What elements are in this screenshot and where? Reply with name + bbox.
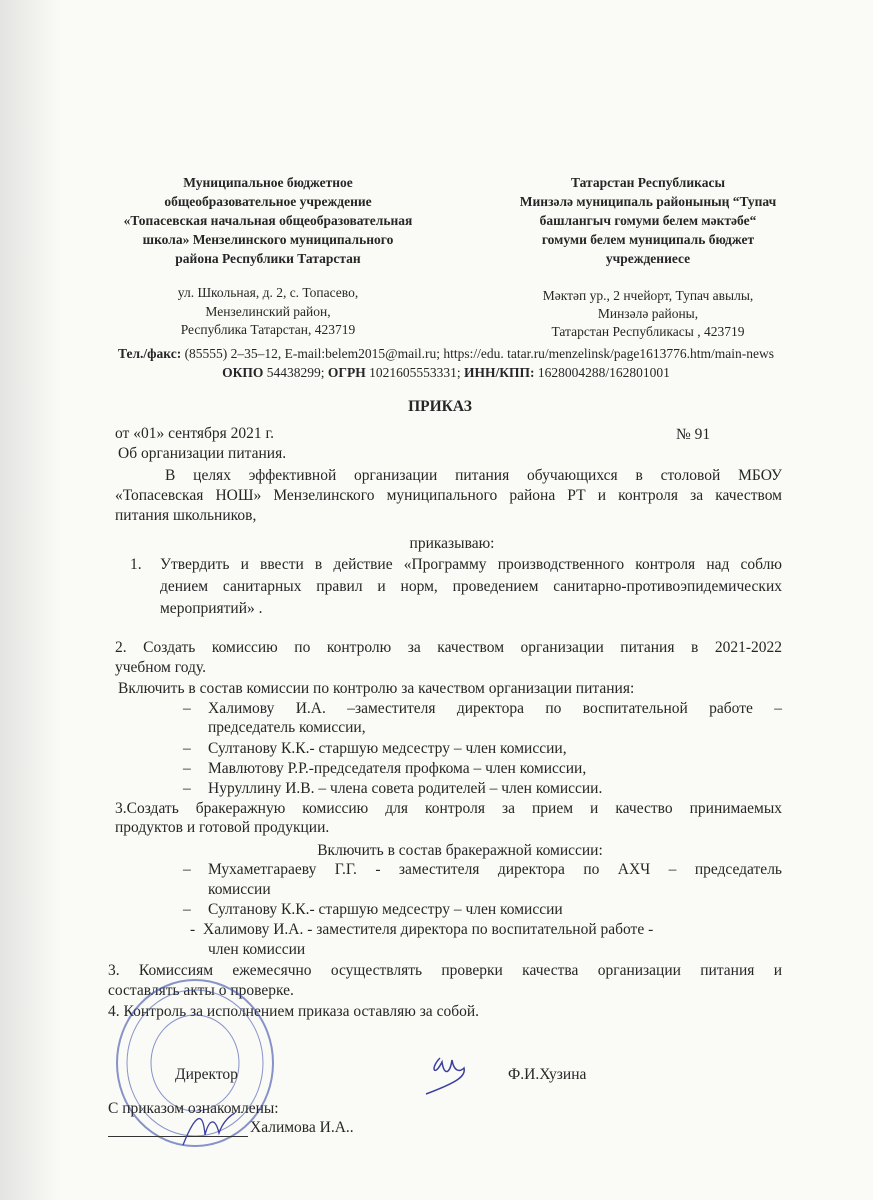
header-left-address: ул. Школьная, д. 2, с. Топасево, <box>177 285 359 300</box>
header-left-address: Республика Татарстан, 423719 <box>180 322 356 337</box>
header-right-line: Татарстан Республикасы <box>570 175 726 190</box>
list-dash: - <box>190 921 196 938</box>
director-label: Директор <box>175 1066 238 1083</box>
header-left-line: района Республики Татарстан <box>175 251 361 266</box>
item1-line: дением санитарных правил и норм, проведением санитарно-противоэпидемических <box>160 578 782 595</box>
okpo-label: ОКПО <box>222 365 264 380</box>
director-name: Ф.И.Хузина <box>508 1066 587 1083</box>
registration-line <box>222 364 670 382</box>
acquainted-label: С приказом ознакомлены: <box>108 1100 279 1117</box>
list-item-cont: председатель комиссии, <box>208 719 366 736</box>
list-item: Нуруллину И.В. – члена совета родителей – член комиссии. <box>208 780 603 797</box>
header-right-line: учреждениесе <box>605 251 691 266</box>
ogrn-label: ОГРН <box>327 365 366 380</box>
contact-line <box>118 345 774 363</box>
list-item: Мухаметгараеву Г.Г. - заместителя директора по АХЧ – председатель <box>208 861 782 878</box>
order-number: № 91 <box>676 426 711 443</box>
header-right-line: башлангыч гомуми белем мәктәбе“ <box>539 213 757 228</box>
header-left-line: школа» Мензелинского муниципального <box>142 232 394 247</box>
item2-line: 2. Создать комиссию по контролю за качеством организации питания в 2021-2022 <box>115 639 782 656</box>
okpo-value: 54438299; <box>263 365 328 380</box>
item3b-line: составлять акты о проверке. <box>108 982 294 999</box>
ogrn-value: 1021605553331; <box>365 365 464 380</box>
header-right-address: Мәктәп ур., 2 нчейорт, Тупач авылы, <box>542 288 754 303</box>
header-right-line: гомуми белем муниципаль бюджет <box>541 232 755 247</box>
tel-value: (85555) 2–35–12, E-mail:belem2015@mail.ru; <box>181 346 444 361</box>
item1-number: 1. <box>130 556 142 573</box>
header-left-address: Мензелинский район, <box>205 304 331 319</box>
preamble-line: «Топасевская НОШ» Мензелинского муниципального района РТ и контроля за качеством <box>115 487 782 504</box>
list-dash: – <box>183 760 191 777</box>
item3b-line: 3. Комиссиям ежемесячно осуществлять проверки качества организации питания и <box>108 962 782 979</box>
item1-line: мероприятий» . <box>160 600 263 617</box>
list-item: Халимову И.А. –заместителя директора по воспитательной работе – <box>208 700 782 717</box>
acquainted-signature <box>175 1105 245 1155</box>
item3-line: продуктов и готовой продукции. <box>115 819 330 836</box>
preamble-line: В целях эффективной организации питания обучающихся в столовой МБОУ <box>165 467 782 484</box>
header-right-line: Минзәлә муниципаль районының “Тупач <box>519 194 777 209</box>
item4: 4. Контроль за исполнением приказа оставляю за собой. <box>108 1003 480 1020</box>
header-right-address: Минзәлә районы, <box>597 306 699 321</box>
item1-line: Утвердить и ввести в действие «Программу производственного контроля над соблю <box>160 556 782 573</box>
item3-include: Включить в состав бракеражной комиссии: <box>317 842 603 859</box>
header-left-line: общеобразовательное учреждение <box>164 194 372 209</box>
list-item-cont: комиссии <box>208 881 271 898</box>
list-item: Султанову К.К.- старшую медсестру – член комиссии, <box>208 740 567 757</box>
list-item: Мавлютову Р.Р.-председателя профкома – член комиссии, <box>208 760 587 777</box>
item3-line: 3.Создать бракеражную комиссию для контроля за прием и качество принимаемых <box>115 800 782 817</box>
list-dash: – <box>183 901 191 918</box>
inn-value: 1628004288/162801001 <box>534 365 670 380</box>
list-dash: – <box>183 700 191 717</box>
director-signature <box>420 1048 500 1098</box>
list-dash: – <box>183 740 191 757</box>
header-right-address: Татарстан Республикасы , 423719 <box>551 324 745 339</box>
website-link[interactable]: https://edu. tatar.ru/menzelinsk/page1613776.htm/main-news <box>443 346 775 361</box>
order-date: от «01» сентября 2021 г. <box>115 425 275 442</box>
list-item-cont: член комиссии <box>208 941 306 958</box>
item2-line: учебном году. <box>115 659 206 676</box>
tel-label: Тел./факс: <box>117 346 182 361</box>
order-word: приказываю: <box>409 535 495 552</box>
preamble-line: питания школьников, <box>115 507 257 524</box>
header-left-line: Муниципальное бюджетное <box>183 175 353 190</box>
document-title: ПРИКАЗ <box>408 398 472 415</box>
inn-label: ИНН/КПП: <box>463 365 535 380</box>
list-item: Халимову И.А. - заместителя директора по воспитательной работе - <box>203 921 654 938</box>
acquainted-name: Халимова И.А.. <box>250 1119 354 1136</box>
item2-include: Включить в состав комиссии по контролю за качеством организации питания: <box>118 680 635 697</box>
list-item: Султанову К.К.- старшую медсестру – член комиссии <box>208 901 563 918</box>
order-subject: Об организации питания. <box>118 445 287 462</box>
list-dash: – <box>183 780 191 797</box>
scan-edge-shadow <box>0 0 60 1200</box>
list-dash: – <box>183 861 191 878</box>
header-left-line: «Топасевская начальная общеобразовательная <box>123 213 413 228</box>
